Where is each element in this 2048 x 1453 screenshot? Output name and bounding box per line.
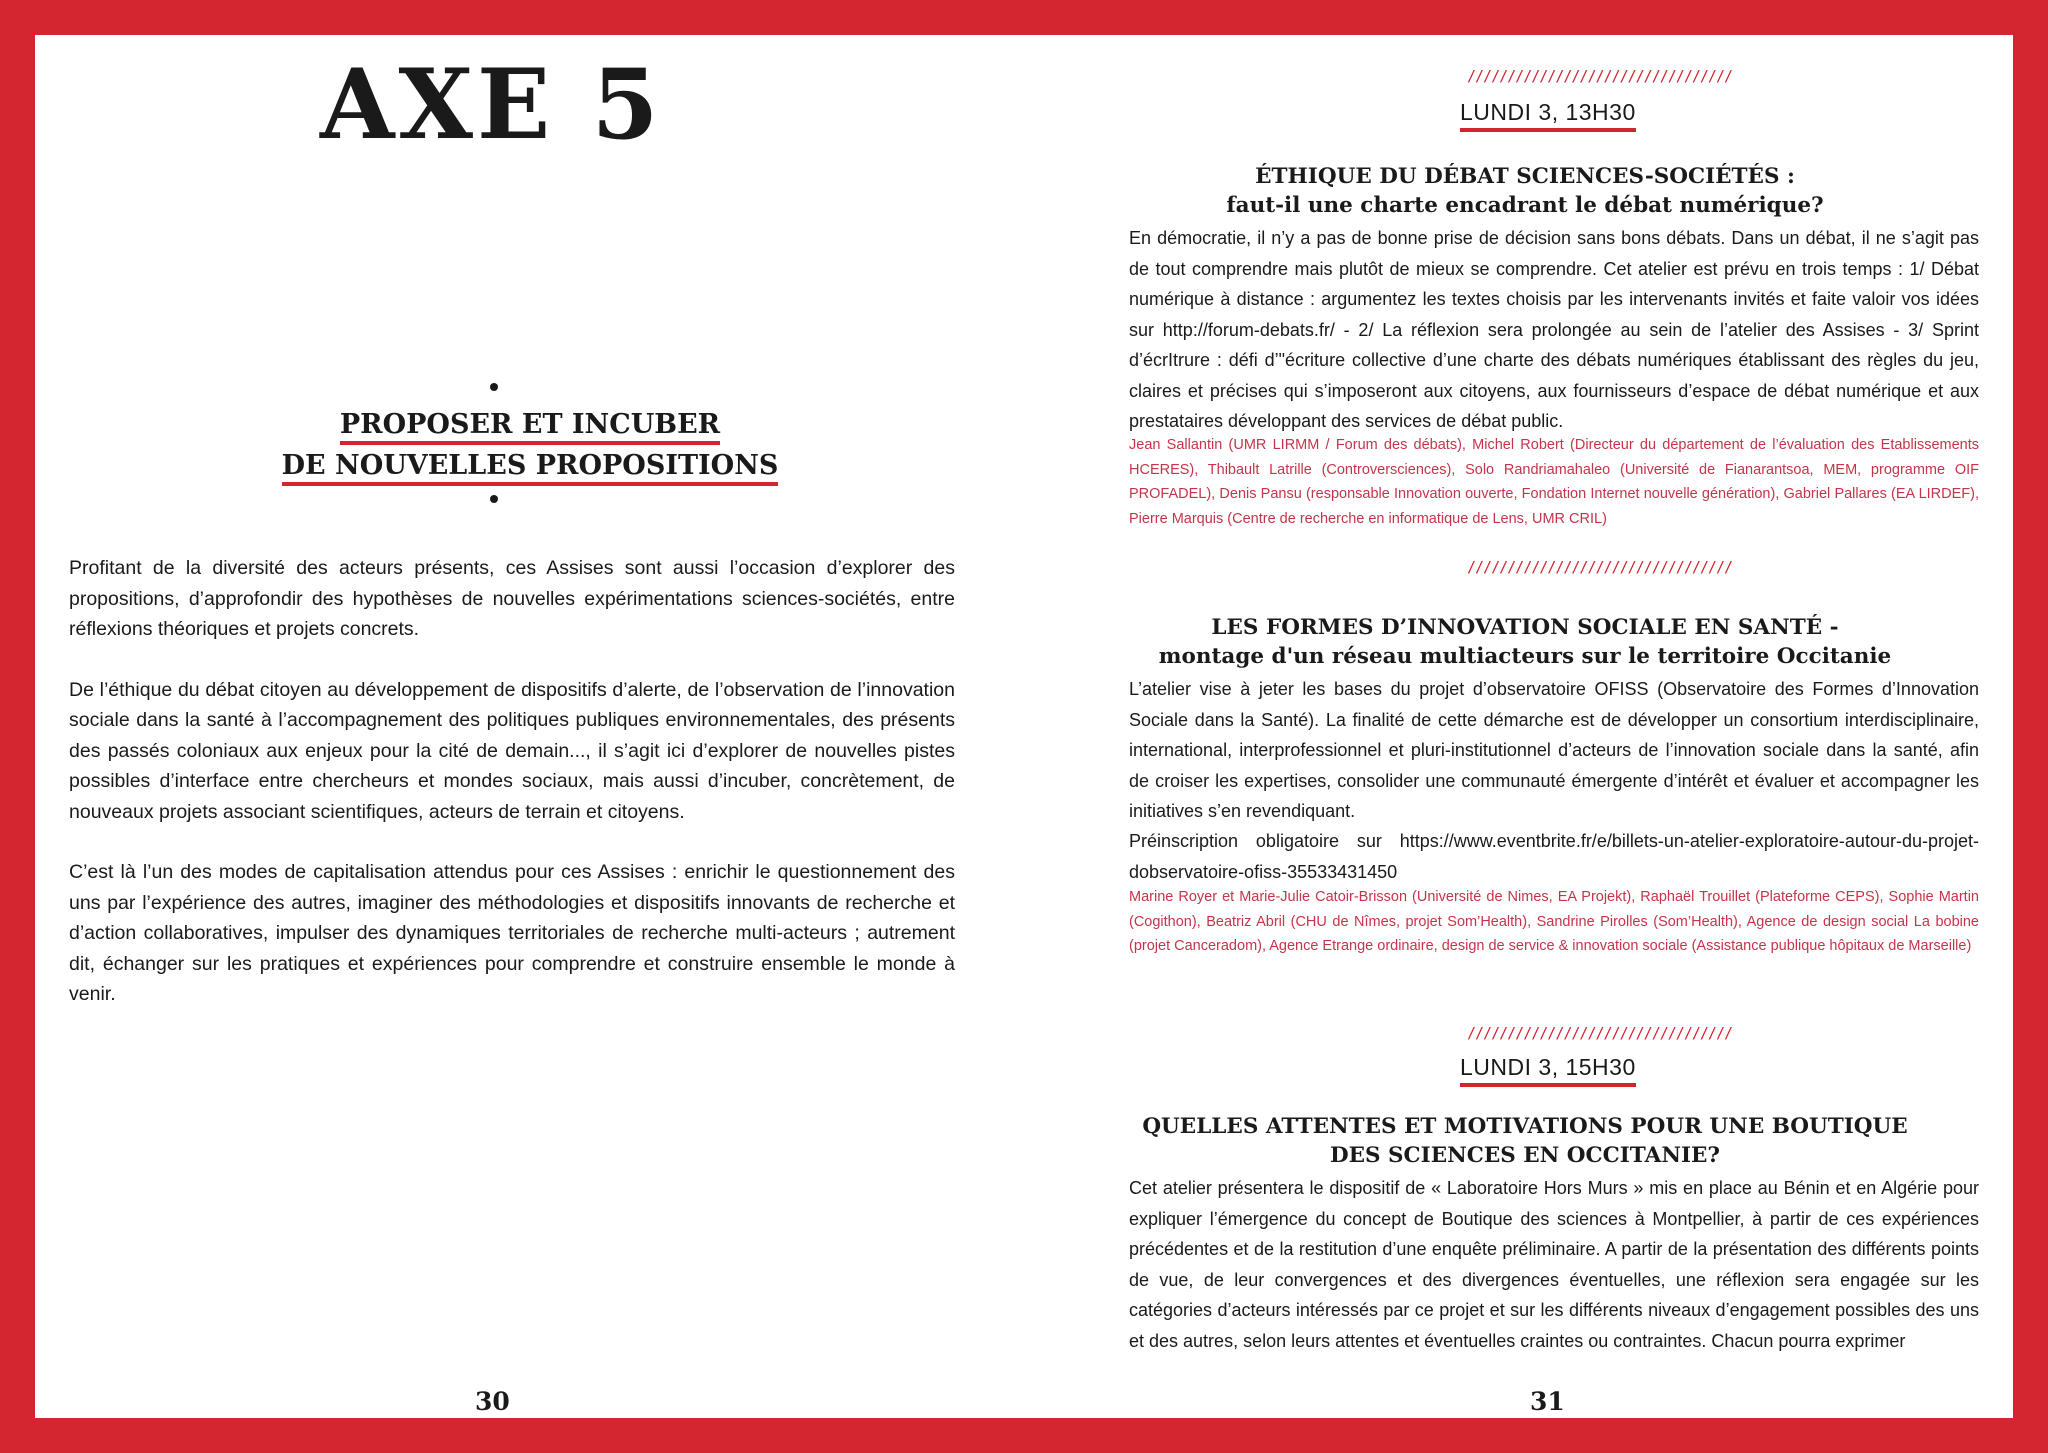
separator-slashes: /////////////////////////////////: [1467, 1024, 1733, 1042]
separator-slashes: /////////////////////////////////: [1467, 558, 1733, 576]
intro-paragraph-1: Profitant de la diversité des acteurs présents, ces Assises sont aussi l’occasion d’explorer des propositions, d’approfondir des hypothèses de nouvelles expérimentations sciences-sociétés, entre réflexions théoriques et projets concrets.: [69, 557, 955, 640]
intro-paragraph-3: C’est là l’un des modes de capitalisation attendus pour ces Assises : enrichir le questionnement des uns par l’expérience des autres, imaginer des méthodologies et dispositifs innovants de recherche et d’action collaboratives, impulser des dynamiques territoriales de recherche multi-acteurs ; autrement dit, échanger sur les pratiques et expériences pour comprendre et construire ensemble le monde à venir.: [69, 861, 955, 1005]
bullet-dot-bottom: [490, 495, 498, 503]
separator-slashes: /////////////////////////////////: [1467, 67, 1733, 85]
workshop-3-title-line-1: QUELLES ATTENTES ET MOTIVATIONS POUR UNE BOUTIQUE: [1142, 1114, 1908, 1139]
intro-paragraph-2: De l’éthique du débat citoyen au développement de dispositifs d’alerte, de l’observation de l’innovation sociale dans la santé à l’accompagnement des politiques publiques environnementales, des présents des passés coloniaux aux enjeux pour la cité de demain..., il s’agit ici d’explorer de nouvelles pistes possibles d’interface entre chercheurs et mondes sociaux, mais aussi d’incuber, concrètement, de nouveaux projets associant scientifiques, acteurs de terrain et citoyens.: [69, 678, 955, 823]
workshop-3-description: Cet atelier présentera le dispositif de « Laboratoire Hors Murs » mis en place au Bénin et en Algérie pour expliquer l’émergence du concept de Boutique des sciences à Montpellier, à partir de ces expériences précédentes et de la restitution d’une enquête préliminaire. A partir de la présentation des différents points de vue, de leur convergences et des divergences éventuelles, une réflexion sera engagée sur les catégories d’acteurs intéressés par ce projet et sur les différents niveaux d’engagement possibles des uns et des autres, selon leurs attentes et éventuelles craintes ou contraintes. Chacun pourra exprimer: [1129, 1178, 1979, 1351]
workshop-1-title-line-2: faut-il une charte encadrant le débat numérique?: [1226, 193, 1824, 218]
axe-title: AXE 5: [320, 48, 663, 161]
subtitle-line-2: DE NOUVELLES PROPOSITIONS: [282, 450, 779, 486]
workshop-2-title-line-1: LES FORMES D’INNOVATION SOCIALE EN SANTÉ -: [1211, 615, 1839, 640]
workshop-2-description: L’atelier vise à jeter les bases du projet d’observatoire OFISS (Observatoire des Formes d’Innovation Sociale dans la Santé). La finalité de cette démarche est de développer un consortium interdisciplinaire, international, interprofessionnel et pluri-institutionnel d’acteurs de l’innovation sociale dans la santé, afin de croiser les expertises, consolider une communauté émergente d’intérêt et évaluer et accompagner les initiatives s’en revendiquant.: [1129, 679, 1979, 821]
workshop-1-credits: Jean Sallantin (UMR LIRMM / Forum des débats), Michel Robert (Directeur du département de l’évaluation des Etablissements HCERES), Thibault Latrille (Controversciences), Solo Randriamahaleo (Université de Fianarantsoa, MEM, programme OIF PROFADEL), Denis Pansu (responsable Innovation ouverte, Fondation Internet nouvelle génération), Gabriel Pallares (EA LIRDEF), Pierre Marquis (Centre de recherche en informatique de Lens, UMR CRIL): [1129, 437, 1979, 527]
right-page: [1035, 35, 2013, 1418]
session-label-1530: LUNDI 3, 15H30: [1460, 1053, 1636, 1087]
workshop-2-credits: Marine Royer et Marie-Julie Catoir-Brisson (Université de Nimes, EA Projekt), Raphaël Trouillet (Plateforme CEPS), Sophie Martin (Cogithon), Beatriz Abril (CHU de Nîmes, projet Som’Health), Sandrine Pirolles (Som’Health), Agence de design social La bobine (projet Canceradom), Agence Etrange ordinaire, design de service & innovation sociale (Assistance publique hôpitaux de Marseille): [1129, 889, 1979, 954]
page-number-right: 31: [1530, 1387, 1565, 1416]
page-number-left: 30: [475, 1387, 510, 1416]
workshop-3-title: [1130, 1112, 1920, 1170]
workshop-1-title: [1130, 162, 1920, 220]
bullet-dot-top: [490, 383, 498, 391]
brochure-spread: [35, 35, 2013, 1418]
session-label-1330: LUNDI 3, 13H30: [1460, 98, 1636, 132]
left-page: [35, 35, 1035, 1418]
workshop-1-title-line-1: ÉTHIQUE DU DÉBAT SCIENCES-SOCIÉTÉS :: [1255, 164, 1795, 189]
workshop-2-registration: Préinscription obligatoire sur https://www.eventbrite.fr/e/billets-un-atelier-exploratoire-autour-du-projet-dobservatoire-ofiss-35533431450: [1129, 831, 1979, 882]
workshop-2-title-line-2: montage d'un réseau multiacteurs sur le territoire Occitanie: [1158, 644, 1892, 669]
workshop-2-title: [1130, 613, 1920, 671]
intro-text: [69, 553, 955, 1040]
workshop-3-title-line-2: DES SCIENCES EN OCCITANIE?: [1329, 1143, 1721, 1168]
subtitle-line-1: PROPOSER ET INCUBER: [340, 409, 720, 445]
section-subtitle: [185, 407, 875, 489]
workshop-1-description: En démocratie, il n’y a pas de bonne prise de décision sans bons débats. Dans un débat, il ne s’agit pas de tout comprendre mais plutôt de mieux se comprendre. Cet atelier est prévu en trois temps : 1/ Débat numérique à distance : argumentez les textes choisis par les intervenants invités et faite valoir vos idées sur http://forum-debats.fr/ - 2/ La réflexion sera prolongée au sein de l’atelier des Assises - 3/ Sprint d’écrItrure : défi d’"écriture collective d’une charte des débats numériques établissant des règles du jeu, claires et précises qui s’imposeront aux citoyens, aux fournisseurs d’espace de débat numérique et aux prestataires développant des services de débat public.: [1129, 228, 1979, 431]
